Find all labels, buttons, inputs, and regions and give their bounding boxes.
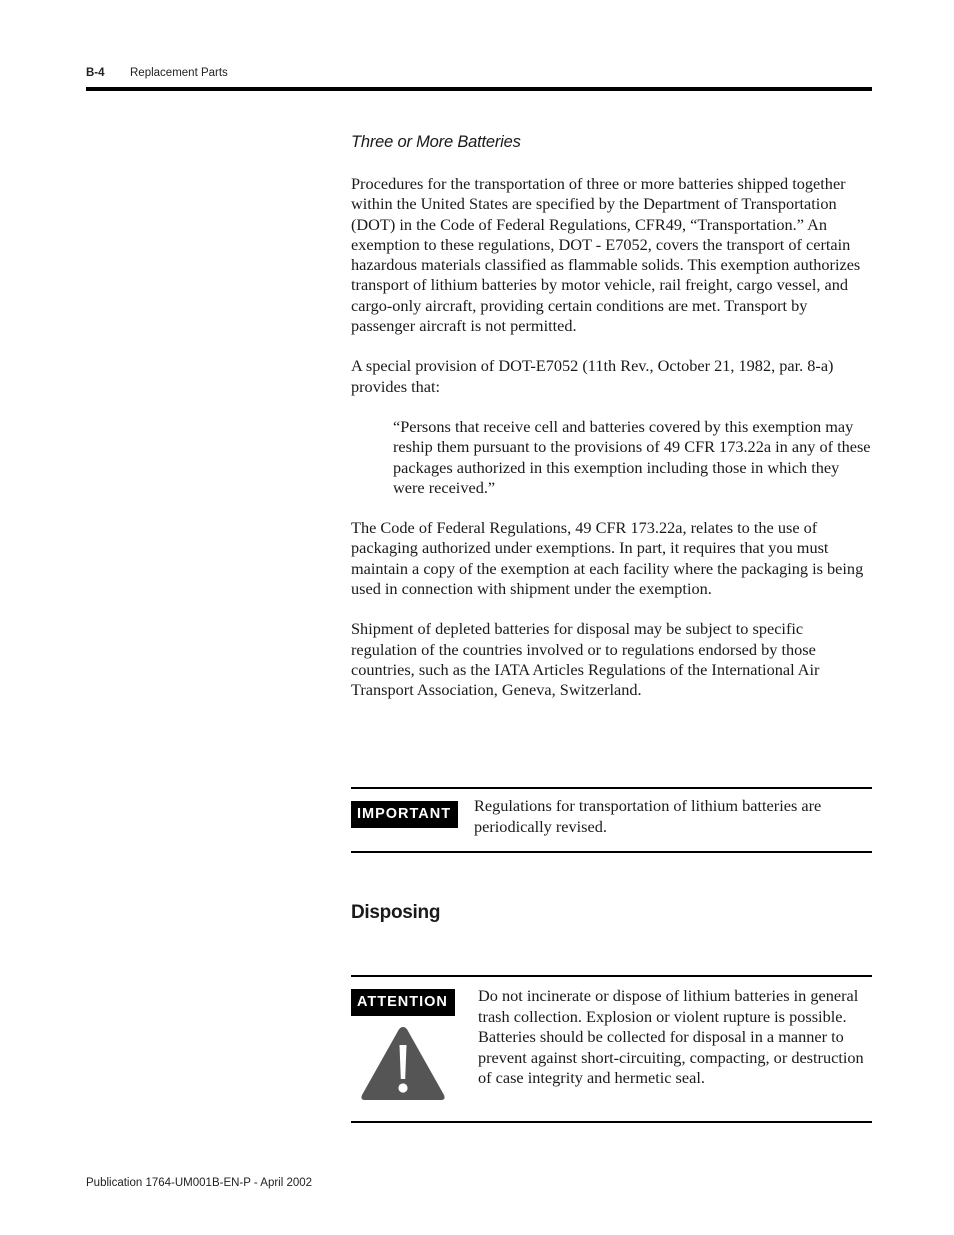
subheading: Three or More Batteries (351, 133, 521, 151)
paragraph-transport-procedures: Procedures for the transportation of three or more batteries shipped together within the United States are specified by the Department of Transportation (DOT) in the Code of Federal Regulations, CFR49, “Transportation.” An exemption to these regulations, DOT - E7052, covers the transport of certain hazardous materials classified as flammable solids. This exemption authorizes transport of lithium batteries by motor vehicle, rail freight, cargo vessel, and cargo-only aircraft, providing certain conditions are met. Transport by passenger aircraft is not permitted. (351, 174, 861, 336)
attention-label: ATTENTION (351, 989, 455, 1016)
important-label: IMPORTANT (351, 801, 458, 828)
main-content (351, 133, 872, 721)
paragraph-cfr: The Code of Federal Regulations, 49 CFR 173.22a, relates to the use of packaging authorized under exemptions. In part, it requires that you must maintain a copy of the exemption at each facility where the packaging is being used in connection with shipment under the exemption. (351, 518, 864, 599)
warning-triangle-icon (359, 1023, 447, 1103)
header-rule (86, 87, 872, 91)
page-footer: Publication 1764-UM001B-EN-P - April 2002 (86, 1177, 313, 1189)
paragraph-depleted-batteries: Shipment of depleted batteries for disposal may be subject to specific regulation of the countries involved or to regulations endorsed by those countries, such as the IATA Articles Regulations of the International Air Transport Association, Geneva, Switzerland. (351, 619, 820, 700)
important-notice (351, 787, 872, 853)
attention-notice (351, 975, 872, 1123)
important-text: Regulations for transportation of lithium batteries are periodically revised. (474, 796, 822, 836)
page-number: B-4 (86, 67, 105, 79)
section-title-disposing: Disposing (351, 902, 441, 923)
page-header (86, 67, 871, 79)
block-quote: “Persons that receive cell and batteries covered by this exemption may reship them pursuant to the provisions of 49 CFR 173.22a in any of these packages authorized in this exemption including those in which they were received.” (393, 416, 871, 497)
paragraph-special-provision: A special provision of DOT-E7052 (11th Rev., October 21, 1982, par. 8-a) provides that: (351, 356, 834, 396)
header-section-title: Replacement Parts (130, 67, 228, 79)
attention-text: Do not incinerate or dispose of lithium batteries in general trash collection. Explosion or violent rupture is possible. Batteries should be collected for disposal in a manner to prevent against short-circuiting, compacting, or destruction of case integrity and hermetic seal. (478, 986, 864, 1087)
